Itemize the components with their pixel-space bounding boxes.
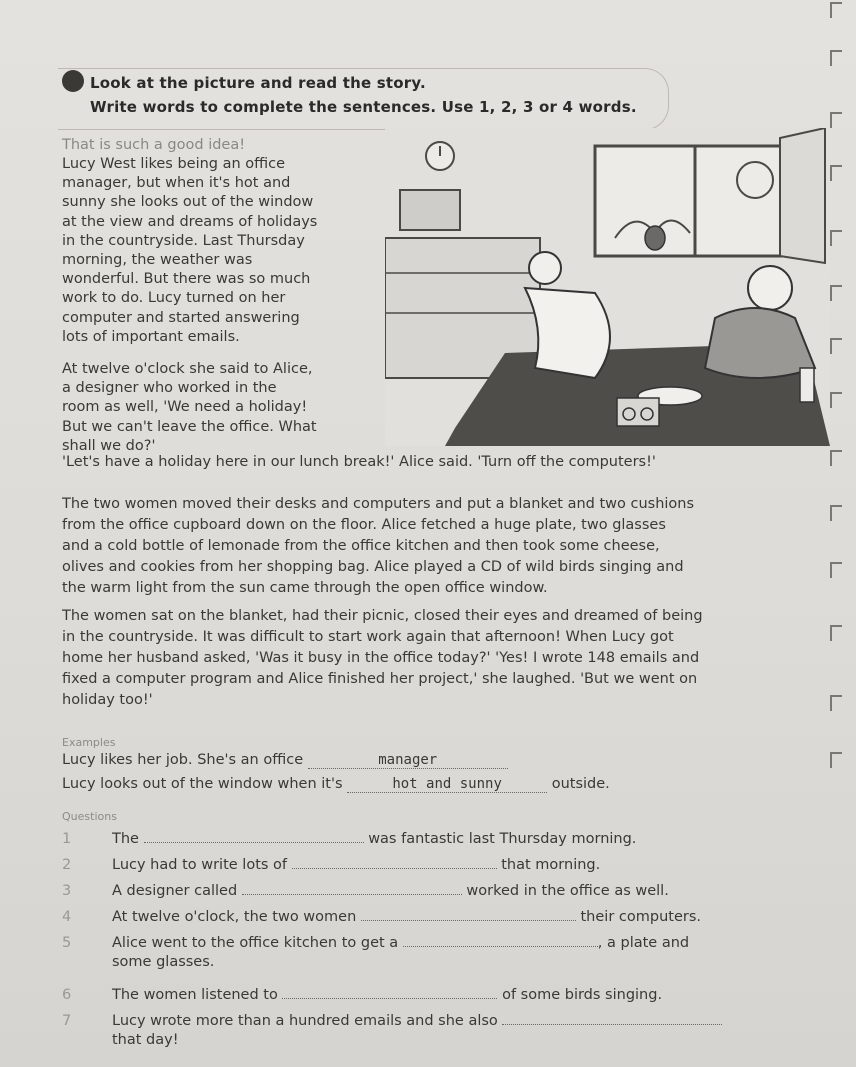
example-2-after: outside. bbox=[551, 776, 610, 792]
story-paragraph-5 bbox=[62, 606, 822, 711]
story-line: from the office cupboard down on the floor. Alice fetched a huge plate, two glasses bbox=[62, 517, 666, 533]
story-line: fixed a computer program and Alice finished her project,' she laughed. 'But we went on bbox=[62, 671, 698, 687]
questions-label: Questions bbox=[62, 810, 117, 823]
question-text: Alice went to the office kitchen to get a bbox=[112, 935, 399, 951]
bird-icon bbox=[645, 226, 665, 250]
answer-blank-3[interactable] bbox=[242, 878, 462, 895]
story-line: holiday too!' bbox=[62, 692, 153, 708]
question-text: At twelve o'clock, the two women bbox=[112, 909, 357, 925]
example-2-answer: hot and sunny bbox=[392, 776, 502, 792]
question-text: The women listened to bbox=[112, 987, 278, 1003]
question-text: A designer called bbox=[112, 883, 238, 899]
example-2 bbox=[62, 776, 610, 793]
exercise-number-badge bbox=[62, 70, 84, 92]
question-number: 4 bbox=[62, 909, 72, 925]
story-paragraph-2 bbox=[62, 360, 382, 456]
story-line: room as well, 'We need a holiday! bbox=[62, 399, 308, 416]
question-7 bbox=[62, 1008, 722, 1029]
example-2-text: Lucy looks out of the window when it's bbox=[62, 776, 343, 792]
question-text-after: of some birds singing. bbox=[502, 987, 663, 1003]
story-line: sunny she looks out of the window bbox=[62, 194, 314, 211]
example-2-blank bbox=[347, 776, 547, 793]
window-icon bbox=[595, 128, 825, 263]
answer-blank-4[interactable] bbox=[361, 904, 576, 921]
story-line: shall we do?' bbox=[62, 437, 156, 454]
instruction-line-2: Write words to complete the sentences. Use 1, 2, 3 or 4 words. bbox=[90, 98, 637, 116]
story-line: morning, the weather was bbox=[62, 252, 253, 269]
story-line: home her husband asked, 'Was it busy in the office today?' 'Yes! I wrote 148 emails and bbox=[62, 650, 700, 666]
story-line: the warm light from the sun came through the open office window. bbox=[62, 580, 548, 596]
answer-blank-6[interactable] bbox=[282, 982, 497, 999]
answer-blank-1[interactable] bbox=[144, 826, 364, 843]
story-line: lots of important emails. bbox=[62, 328, 240, 345]
story-line: The women sat on the blanket, had their picnic, closed their eyes and dreamed of being bbox=[62, 608, 703, 624]
story-paragraph-1 bbox=[62, 155, 382, 347]
question-text-after: worked in the office as well. bbox=[466, 883, 669, 899]
example-1-blank bbox=[308, 752, 508, 769]
lemonade-bottle-icon bbox=[800, 368, 814, 402]
question-number: 3 bbox=[62, 883, 72, 899]
example-1-answer: manager bbox=[378, 752, 438, 768]
story-paragraph-4 bbox=[62, 494, 822, 599]
story-paragraph-3 bbox=[62, 452, 822, 473]
question-number: 2 bbox=[62, 857, 72, 873]
question-number: 7 bbox=[62, 1013, 72, 1029]
story-line: in the countryside. It was difficult to start work again that afternoon! When Lucy got bbox=[62, 629, 674, 645]
story-line: The two women moved their desks and computers and put a blanket and two cushions bbox=[62, 496, 695, 512]
story-title: That is such a good idea! bbox=[62, 137, 246, 153]
answer-blank-7[interactable] bbox=[502, 1008, 722, 1025]
story-line: wonderful. But there was so much bbox=[62, 271, 311, 288]
question-text-after: that morning. bbox=[501, 857, 601, 873]
instruction-line-1: Look at the picture and read the story. bbox=[90, 74, 426, 92]
question-4 bbox=[62, 904, 701, 925]
question-number: 6 bbox=[62, 987, 72, 1003]
story-line: manager, but when it's hot and bbox=[62, 175, 291, 192]
question-6 bbox=[62, 982, 662, 1003]
question-number: 5 bbox=[62, 935, 72, 951]
question-text: Lucy wrote more than a hundred emails and she also bbox=[112, 1013, 498, 1029]
question-1 bbox=[62, 826, 636, 847]
clock-icon bbox=[426, 142, 454, 170]
answer-blank-5[interactable] bbox=[403, 930, 598, 947]
story-line: olives and cookies from her shopping bag. Alice played a CD of wild birds singing and bbox=[62, 559, 684, 575]
examples-label: Examples bbox=[62, 736, 116, 749]
story-line: at the view and dreams of holidays bbox=[62, 213, 318, 230]
cd-player-icon bbox=[617, 398, 659, 426]
office-picnic-illustration bbox=[385, 128, 830, 446]
question-3 bbox=[62, 878, 669, 899]
story-line: But we can't leave the office. What bbox=[62, 418, 317, 435]
question-text: The bbox=[112, 831, 139, 847]
question-2 bbox=[62, 852, 600, 873]
question-7-continued: that day! bbox=[112, 1032, 179, 1048]
story-line: 'Let's have a holiday here in our lunch break!' Alice said. 'Turn off the computers!' bbox=[62, 454, 656, 470]
question-text-after: their computers. bbox=[580, 909, 701, 925]
story-line: At twelve o'clock she said to Alice, bbox=[62, 361, 313, 377]
question-number: 1 bbox=[62, 831, 72, 847]
example-1 bbox=[62, 752, 508, 769]
question-text-after: was fantastic last Thursday morning. bbox=[368, 831, 637, 847]
answer-blank-2[interactable] bbox=[292, 852, 497, 869]
question-text-after: , a plate and bbox=[597, 935, 690, 951]
story-line: in the countryside. Last Thursday bbox=[62, 232, 305, 249]
question-5-continued: some glasses. bbox=[112, 954, 215, 970]
story-line: a designer who worked in the bbox=[62, 380, 277, 397]
question-text: Lucy had to write lots of bbox=[112, 857, 288, 873]
story-line: computer and started answering bbox=[62, 309, 300, 326]
story-line: Lucy West likes being an office bbox=[62, 156, 286, 172]
example-1-text: Lucy likes her job. She's an office bbox=[62, 752, 304, 768]
question-5 bbox=[62, 930, 689, 951]
story-line: and a cold bottle of lemonade from the office kitchen and then took some cheese, bbox=[62, 538, 660, 554]
story-line: work to do. Lucy turned on her bbox=[62, 290, 286, 307]
